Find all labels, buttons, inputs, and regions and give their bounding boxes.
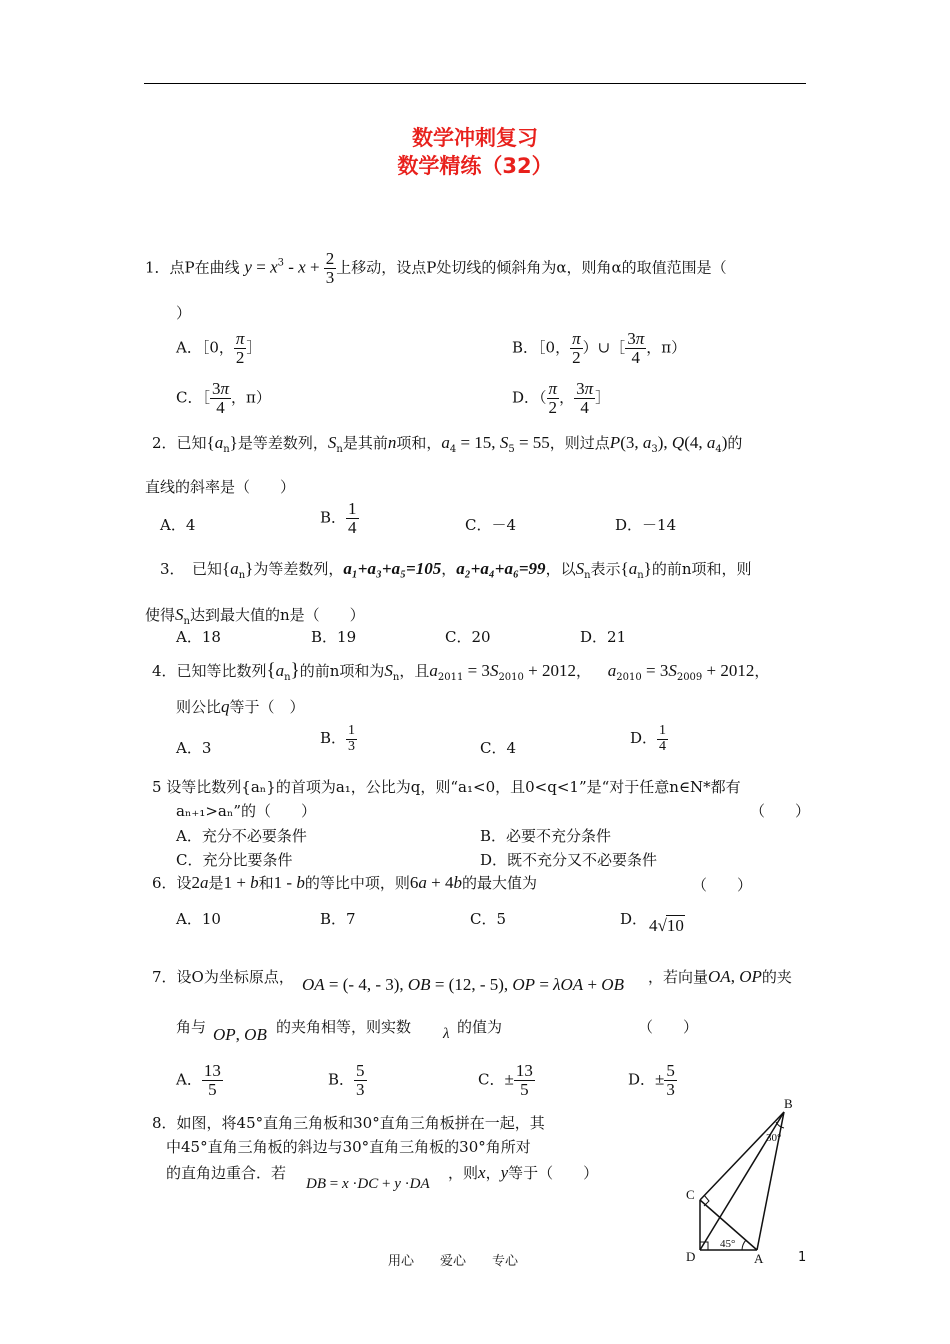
question-4: 4．已知等比数列$\{a_n\}$的前n项和为$S_n$，且$a_{2011} = 3S_{2010} + 2012$， $a_{2010} = 3S_{2009} + 2012$， xyxy=(152,660,770,683)
footer-text: 用心 爱心 专心 xyxy=(388,1254,519,1269)
label-angle-45: 45° xyxy=(720,1238,736,1250)
question-2: 2．已知$\{a_n\}$是等差数列，$S_n$是其前n项和，$a_4 = 15$, $S_5 = 55$，则过点P(3, $a_3$), Q(4, $a_4$)的 xyxy=(152,433,743,455)
edge-bc xyxy=(700,1112,784,1200)
question-5: 5 设等比数列{aₙ}的首项为a₁，公比为q，则“a₁<0，且0<q<1”是“对于任意n∈N*都有 xyxy=(152,778,741,796)
q3-option-c[interactable]: C．20 xyxy=(445,628,491,646)
q2-option-c[interactable]: C．－4 xyxy=(465,516,517,534)
q7-option-d[interactable]: D．± $\frac{5}{3}$ xyxy=(628,1061,675,1099)
q4-option-b[interactable]: B． $\frac{1}{3}$ xyxy=(320,723,356,754)
q3-option-b[interactable]: B．19 xyxy=(311,628,357,646)
q2-option-b[interactable]: B． $\frac{1}{4}$ xyxy=(320,499,357,537)
q3-option-d[interactable]: D．21 xyxy=(580,628,627,646)
label-b: B xyxy=(784,1096,793,1111)
page-title: 数学冲刺复习 xyxy=(412,126,538,150)
q2-option-d[interactable]: D．－14 xyxy=(615,516,677,534)
q5-option-a[interactable]: A．充分不必要条件 xyxy=(176,827,307,845)
q4-option-a[interactable]: A．3 xyxy=(176,739,212,757)
q1-option-a[interactable]: A．［0， $\frac{\pi}{2}$ ］ xyxy=(176,329,262,367)
q7-option-b[interactable]: B． $\frac{5}{3}$ xyxy=(328,1061,365,1099)
q6-option-c[interactable]: C．5 xyxy=(470,910,507,928)
q1-option-d[interactable]: D．（ $\frac{\pi}{2}$ ， $\frac{3\pi}{4}$ ］ xyxy=(512,379,611,417)
q6-option-d[interactable]: D． xyxy=(620,910,648,928)
q7-option-a[interactable]: A． $\frac{13}{5}$ xyxy=(176,1061,221,1099)
q5-option-c[interactable]: C．充分比要条件 xyxy=(176,851,293,869)
question-6: 6．设2a是1 + b和1 - b的等比中项，则6a + 4b的最大值为 xyxy=(152,873,537,892)
label-angle-30: 30° xyxy=(766,1132,782,1144)
q1-option-c[interactable]: C．［ $\frac{3\pi}{4}$ ，π） xyxy=(176,379,271,417)
question-3: 3． 已知$\{a_n\}$为等差数列，a₁+a₃+a₅=105，a₂+a₄+a₆=99，以$S_n$表示$\{a_n\}$的前n项和，则 xyxy=(160,559,752,581)
page-number: 1 xyxy=(798,1250,807,1265)
q5-option-d[interactable]: D．既不充分又不必要条件 xyxy=(480,851,658,869)
label-d: D xyxy=(686,1249,696,1264)
q3-option-a[interactable]: A．18 xyxy=(176,628,221,646)
q4-option-d[interactable]: D． $\frac{1}{4}$ xyxy=(630,723,667,754)
label-a: A xyxy=(754,1251,764,1266)
question-1: 1．点P在曲线 $y = x^3 - x$ + $\frac{2}{3}$ 上移动，设点P处切线的倾斜角为α，则角α的取值范围是（ xyxy=(145,249,727,287)
q6-option-d-value: 4√10 xyxy=(649,916,684,935)
q4-option-c[interactable]: C．4 xyxy=(480,739,517,757)
page-subtitle: 数学精练（32） xyxy=(397,154,553,178)
q7-option-c[interactable]: C．± $\frac{13}{5}$ xyxy=(478,1061,533,1099)
q2-option-a[interactable]: A．4 xyxy=(160,516,196,534)
triangle-figure xyxy=(680,1095,810,1270)
label-c: C xyxy=(686,1187,695,1202)
header-rule xyxy=(144,83,806,84)
q5-option-b[interactable]: B．必要不充分条件 xyxy=(480,827,612,845)
q6-option-a[interactable]: A．10 xyxy=(176,910,221,928)
question-8: 8．如图，将45°直角三角板和30°直角三角板拼在一起，其 xyxy=(152,1114,545,1132)
question-7: 7．设O为坐标原点， xyxy=(152,968,294,986)
q1-option-b[interactable]: B．［0， $\frac{\pi}{2}$ ）∪［ $\frac{3\pi}{4}$ ，π） xyxy=(512,329,687,367)
q6-option-b[interactable]: B．7 xyxy=(320,910,356,928)
